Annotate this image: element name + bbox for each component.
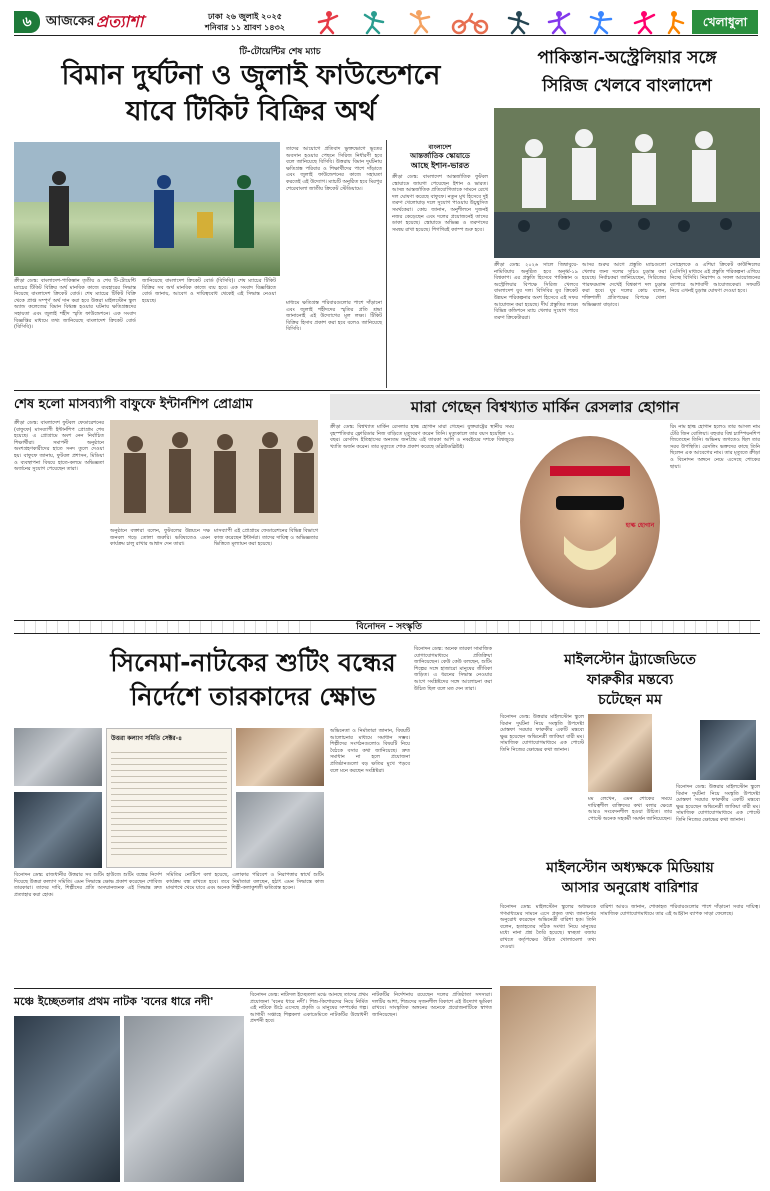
divider-label: বিনোদন – সংস্কৃতি (314, 621, 464, 633)
internship-headline: শেষ হলো মাসব্যাপী বাফুফে ইন্টার্নশিপ প্রোগ্রাম (14, 397, 253, 412)
actor-photo-2 (14, 792, 102, 868)
drama-headline: মঞ্চে ইচ্ছেতলার প্রথম নাটক 'বনের ধারে নদী' (14, 995, 214, 1008)
t20-body-col2: জানিয়েছে বাংলাদেশ ক্রিকেট বোর্ড (বিসিবি)। শেষ ম্যাচের টিকিট বিক্রির সব অর্থ মানবিক কাজে ব্যয় হবে। এক সংবাদ বিজ্ঞপ্তিতে বোর্ড জানায়, আবেগ ও দায়িত্ববোধ থেকেই এই সিদ্ধান্ত নেওয়া হয়েছে। (142, 278, 278, 304)
mediate-body-col1: বিনোদন ডেস্ক: মাইলস্টোন স্কুলের অধ্যক্ষকে গণমাধ্যমের সামনে এসে প্রকৃত তথ্য জানানোর অনুরোধ করেছেন অভিনেত্রী বারিশা হক। তিনি বলেন, হতাহতের সঠিক সংখ্যা নিয়ে মানুষের মধ্যে নানা প্রশ্ন তৈরি হয়েছে। স্বচ্ছতা বজায় রাখতে কর্তৃপক্ষের উচিত খোলামেলা তথ্য দেওয়া। (500, 904, 598, 950)
ihsan-headline-line1: আন্তর্জাতিক স্কোয়াডে (410, 152, 470, 160)
notice-letter (106, 728, 232, 868)
farooqui-headline-line1: মাইলস্টোন ট্র্যাজেডিতে (564, 652, 696, 668)
pak-aus-body-col3: সোহেলকে ও এশিয়া ক্রিকেট কাউন্সিলের (এসিসি) মাধ্যমে এই প্রস্তুতি পরিকল্পনা এগিয়ে নিচ্ছে বিসিবি। নিরাপদ ও সফল আয়োজনের ব্যাপারে আশাবাদী আয়োজকেরা। সফরটি নিয়ে এখনই চূড়ান্ত ঘোষণা দেওয়া হবে। (670, 262, 762, 295)
sports-figures-icon (309, 8, 689, 35)
actor-photo-4 (236, 792, 324, 868)
pak-aus-body-col1: ক্রীড়া ডেস্ক: ২০২৬ সালে জিম্বাবুয়ে-নামিবিয়ায় অনুষ্ঠিত হবে অনূর্ধ্ব-১৯ বিশ্বকাপ। এর প্রস্তুতি হিসেবে পাকিস্তান ও অস্ট্রেলিয়ার বিপক্ষে সিরিজ খেলবে বাংলাদেশ যুব দল। বিসিবির যুব ক্রিকেট উন্নয়ন পরিকল্পনার অংশ হিসেবে এই সফর আয়োজন করা হয়েছে। দীর্ঘ প্রস্তুতির লক্ষ্যে বিভিন্ন কন্ডিশনে ম্যাচ খেলার সুযোগ পাবে তরুণ ক্রিকেটাররা। (494, 262, 580, 321)
cricket-captains-figures-icon (14, 142, 280, 276)
momo-photo (588, 714, 652, 792)
cricket-players-icon (494, 108, 760, 258)
ihsan-kicker: বাংলাদেশ (428, 144, 452, 151)
ihsan-headline-line2: আছে ইশান-ভারত (410, 161, 470, 170)
t20-body-col1: ক্রীড়া ডেস্ক: বাংলাদেশ-পাকিস্তান তৃতীয় ও শেষ টি-টোয়েন্টি ম্যাচের টিকিট বিক্রির অর্থ মানবিক কাজে ব্যবহারের সিদ্ধান্ত নিয়েছে বাংলাদেশ ক্রিকেট বোর্ড। শেষ ম্যাচের টিকিট বিক্রি থেকে প্রাপ্ত সম্পূর্ণ অর্থ দান করা হবে উত্তরা মাইলস্টোন স্কুল অ্যান্ড কলেজের বিমান বিধ্বস্ত হওয়ার ঘটনায় ক্ষতিগ্রস্তদের সহায়তা এবং জুলাই শহীদ স্মৃতি ফাউন্ডেশনে। এক সংবাদ বিজ্ঞপ্তির মাধ্যমে তথ্য জানিয়েছে বাংলাদেশ ক্রিকেট বোর্ড (বিসিবি)। (14, 278, 138, 331)
section-label: খেলাধুলা (692, 10, 758, 34)
farooqui-photo (700, 720, 756, 780)
date-line-bengali: শনিবার ১১ শ্রাবণ ১৪৩২ (205, 23, 285, 32)
mediate-headline-line2: আসার অনুরোধ বারিশার (561, 880, 699, 896)
internship-certificate-photo (110, 420, 318, 524)
t20-body-col4: মাধ্যমে ক্ষতিগ্রস্ত পরিবারগুলোর পাশে দাঁড়ানো এবং জুলাই শহীদদের স্মৃতির প্রতি শ্রদ্ধা জানানোই এই উদ্যোগের মূল লক্ষ্য। টিকিট বিক্রির হিসাব প্রকাশ করা হবে বলেও জানিয়েছে বিসিবি। (286, 300, 384, 333)
pak-aus-body-col2: আসর শুরুর আগে প্রস্তুতি ম্যাচগুলো খেলার জন্য দলের সূচিও চূড়ান্ত করা হয়েছে। নির্বাচকরা জানিয়েছেন, সিরিজের পারফরম্যান্স দেখেই বিশ্বকাপ দল চূড়ান্ত করা হবে। যুব দলের কোচ বলেন, শক্তিশালী প্রতিপক্ষের বিপক্ষে খেলা অভিজ্ঞতা বাড়াবে। (582, 262, 668, 308)
barisha-photo (500, 986, 596, 1182)
notice-letter-lines (111, 747, 227, 857)
farooqui-headline-line2: ফারুকীর মন্তব্যে (586, 672, 674, 688)
shooting-headline-line2: নির্দেশে তারকাদের ক্ষোভ (130, 682, 376, 711)
farooqui-body-col1: বিনোদন ডেস্ক: উত্তরার মাইলস্টোন স্কুলে বিমান দুর্ঘটনা নিয়ে সংস্কৃতি উপদেষ্টা মোস্তফা সরয়ার ফারুকীর একটি মন্তব্যে ক্ষুব্ধ হয়েছেন অভিনেত্রী জাকিয়া বারী মম। সামাজিক যোগাযোগমাধ্যমে এক পোস্টে তিনি নিজের ক্ষোভের কথা জানান। (500, 714, 586, 753)
hogan-headline: মারা গেছেন বিশ্বখ্যাত মার্কিন রেসলার হোগান (330, 394, 760, 420)
farooqui-body-col2: মম লেখেন, এমন শোকের সময়ে দায়িত্বশীল ব্যক্তিদের কথা বলার ক্ষেত্রে আরও সংবেদনশীল হওয়া উচিত। তার পোস্টে অনেক সহকর্মী সমর্থন জানিয়েছেন। (588, 796, 674, 822)
masthead (14, 8, 758, 36)
drama-body-col1: বিনোদন ডেস্ক: নাট্যদল ইচ্ছেতলা মঞ্চে আনছে তাদের প্রথম প্রযোজনা 'বনের ধারে নদী'। শিশু-কিশোরদের নিয়ে নির্মিত এই নাটকে উঠে এসেছে প্রকৃতি ও মানুষের সম্পর্কের গল্প। আগামী সপ্তাহে শিল্পকলা একাডেমিতে নাটকটির উদ্বোধনী প্রদর্শনী হবে। (250, 992, 370, 1025)
t20-headline-line2: যাবে টিকিট বিক্রির অর্থ (126, 96, 376, 127)
sports-silhouettes-banner (309, 8, 689, 35)
drama-rule (14, 988, 492, 989)
internship-body-col2: অনুষ্ঠানে বক্তারা বলেন, ফুটবলের উন্নয়নে দক্ষ জনবল গড়ে তোলা জরুরি। ভবিষ্যতেও এমন কার্যক্রম চালু রাখার আশ্বাস দেন তারা। (110, 528, 212, 548)
t20-body-col3: তাদের আয়োগে প্রতিবাদ ভুক্তভোগে ভূতের অবসান হওয়ার পেছনে সিরিজ নির্ধারণী হবে বলে জানিয়েছে বিসিবি। উত্তরায় বিমান দুর্ঘটনায় ক্ষতিগ্রস্ত পরিবার ও শিক্ষার্থীদের পাশে দাঁড়াতে এবং জুলাই ফাউন্ডেশনের কাজে সহায়তা করতেই এই উদ্যোগ। ম্যাচটি অনুষ্ঠিত হবে মিরপুর শেরেবাংলা জাতীয় ক্রিকেট স্টেডিয়ামে। (286, 146, 384, 192)
mediate-body-col2: বারিশা আরও জানান, শোকাহত পরিবারগুলোর পাশে দাঁড়ানো সবার দায়িত্ব। সামাজিক যোগাযোগমাধ্যমে তার এই আহ্বান ব্যাপক সাড়া ফেলেছে। (600, 904, 762, 917)
internship-body-col3: মাসব্যাপী এই প্রোগ্রামে ফেডারেশনের বিভিন্ন বিভাগে কাজ করেছেন ইন্টার্নরা। তাদের দায়িত্ব ও অভিজ্ঞতার ভিত্তিতে মূল্যায়ন করা হয়েছে। (214, 528, 320, 548)
shooting-headline-line1: সিনেমা-নাটকের শুটিং বন্ধের (110, 648, 396, 677)
farooqui-headline-line3: চটেছেন মম (598, 692, 662, 708)
page-number: ৬ (14, 11, 40, 33)
actor-photo-3 (236, 728, 324, 786)
t20-kicker: টি-টোয়েন্টির শেষ ম্যাচ (239, 47, 321, 57)
t20-trophy-photo (14, 142, 280, 276)
t20-headline-line1: বিমান দুর্ঘটনা ও জুলাই ফাউন্ডেশনে (61, 60, 441, 91)
column-divider (386, 140, 387, 388)
drama-photo-1 (14, 1016, 120, 1182)
shooting-body-col4: বিনোদন ডেস্ক: অনেক তারকা সামাজিক যোগাযোগমাধ্যমে প্রতিক্রিয়া জানিয়েছেন। কেউ কেউ বলছেন, শুটিং শিল্পের সঙ্গে হাজারো মানুষের জীবিকা জড়িত। এ ধরনের সিদ্ধান্ত নেওয়ার আগে সংশ্লিষ্টদের সঙ্গে আলোচনা করা উচিত ছিল বলে মত দেন তারা। (414, 646, 494, 692)
ihsan-body: ক্রীড়া ডেস্ক: বাংলাদেশ আন্তর্জাতিক ফুটবল স্কোয়াডে জায়গা পেয়েছেন ইশান ও ভারত। আসন্ন আন্তর্জাতিক প্রতিযোগিতাকে সামনে রেখে দল ঘোষণা করেছে বাফুফে। নতুন মুখ হিসেবে দুই তরুণ খেলোয়াড় দলে সুযোগ পাওয়ায় উচ্ছ্বসিত সমর্থকেরা। কোচ জানান, অনুশীলনে দুজনই নজর কেড়েছেন এবং দলের প্রয়োজনেই তাদের ডাকা হয়েছে। স্কোয়াডে অভিজ্ঞ ও তরুণদের সমন্বয় রাখা হয়েছে। শিগগিরই ক্যাম্প শুরু হবে। (392, 174, 490, 233)
actor-photo-1 (14, 728, 102, 786)
paper-name: প্রত্যাশা (96, 12, 144, 31)
hogan-body-col2: রিং নাম হাল্ক হোগান হলেও তার আসল নাম টেরি জিন বোলিয়া। বহুবার বিশ্ব চ্যাম্পিয়নশিপ জিতেছেন তিনি। অভিনয় জগতেও ছিল তার সরব উপস্থিতি। রেসলিং ভক্তদের কাছে তিনি ছিলেন এক আবেগের নাম। তার মৃত্যুতে ক্রীড়া ও বিনোদন অঙ্গনে নেমে এসেছে শোকের ছায়া। (670, 424, 762, 470)
shooting-body-col2: সমিতির নোটিশে বলা হয়েছে, এলাকার পরিবেশ ও নিরাপত্তার স্বার্থে শুটিং কার্যক্রম বন্ধ রাখতে হবে। তবে নির্মাতারা বলছেন, হঠাৎ এমন সিদ্ধান্তে কাজ মাঝপথে থেমে যাবে এবং অনেক শিল্পী-কলাকুশলী ক্ষতিগ্রস্ত হবেন। (166, 872, 326, 892)
farooqui-body-col3: বিনোদন ডেস্ক: উত্তরার মাইলস্টোন স্কুলে বিমান দুর্ঘটনা নিয়ে সংস্কৃতি উপদেষ্টা মোস্তফা সরয়ার ফারুকীর একটি মন্তব্যে ক্ষুব্ধ হয়েছেন অভিনেত্রী জাকিয়া বারী মম। সামাজিক যোগাযোগমাধ্যমে এক পোস্টে তিনি নিজের ক্ষোভের কথা জানান। (676, 784, 762, 823)
entertainment-divider (14, 620, 760, 634)
shooting-body-col1: বিনোদন ডেস্ক: রাজধানীর উত্তরার সব শুটিং হাউজে শুটিং বন্ধের নির্দেশ দিয়েছে উত্তরা কল্যাণ সমিতি। এমন সিদ্ধান্তে ক্ষোভ প্রকাশ করেছেন শোবিজ তারকারা। তাদের দাবি, শিল্পীদের প্রতি অসম্মানজনক এই সিদ্ধান্ত দ্রুত প্রত্যাহার করা হোক। (14, 872, 164, 898)
notice-letter-title: উত্তরা কল্যাণ সমিতি সেক্টর-৪ (111, 735, 182, 742)
shooting-body-col3: অভিনেতা ও নির্মাতারা জানান, বিষয়টি আলোচনার মাধ্যমে সমাধান সম্ভব। শিল্পীদের সংগঠনগুলোও বিষয়টি নিয়ে বৈঠকে বসার কথা জানিয়েছে। দ্রুত সমাধান না হলে প্রযোজনা প্রতিষ্ঠানগুলো বড় ক্ষতির মুখে পড়বে বলে মনে করছেন সংশ্লিষ্টরা। (330, 728, 412, 774)
hogan-caption: হাল্ক হোগান (625, 522, 655, 529)
hogan-body: ক্রীড়া ডেস্ক: বিশ্বখ্যাত মার্কিন রেসলার হাল্ক হোগান মারা গেছেন। যুক্তরাষ্ট্রের স্থানীয় সময় বৃহস্পতিবার ফ্লোরিডার নিজ বাড়িতে মৃত্যুবরণ করেন তিনি। মৃত্যুকালে তার বয়স হয়েছিল ৭১ বছর। রেসলিং ইতিহাসের অন্যতম জনপ্রিয় এই তারকা আশি ও নব্বইয়ের দশকে বিশ্বজুড়ে খ্যাতি অর্জন করেন। তার মৃত্যুতে শোক প্রকাশ করেছে ডব্লিউডব্লিউই। (330, 424, 516, 450)
pak-aus-headline-line2: সিরিজ খেলবে বাংলাদেশ (542, 76, 712, 96)
mediate-headline-line1: মাইলস্টোন অধ্যক্ষকে মিডিয়ায় (546, 860, 714, 876)
paper-name-prefix: আজকের (46, 14, 95, 29)
section-rule (14, 390, 760, 391)
drama-body-col2: নাটকটির নির্দেশনায় রয়েছেন দলের প্রতিষ্ঠাতা সদস্যরা। দলটির আশা, শিশুদের সৃজনশীল বিকাশে এই উদ্যোগ ভূমিকা রাখবে। সাংস্কৃতিক অঙ্গনের অনেকে প্রযোজনাটিকে স্বাগত জানিয়েছেন। (372, 992, 494, 1018)
cricket-team-photo (494, 108, 760, 258)
date-line-gregorian: ঢাকা ২৬ জুলাই ২০২৫ (208, 12, 282, 21)
pak-aus-headline-line1: পাকিস্তান-অস্ট্রেলিয়ার সঙ্গে (537, 48, 717, 68)
internship-body-col1: ক্রীড়া ডেস্ক: বাংলাদেশ ফুটবল ফেডারেশনের (বাফুফে) মাসব্যাপী ইন্টার্নশিপ প্রোগ্রাম শেষ হয়েছে। এ প্রোগ্রামে অংশ নেন নির্বাচিত শিক্ষার্থীরা। সমাপনী অনুষ্ঠানে অংশগ্রহণকারীদের হাতে সনদ তুলে দেওয়া হয়। বাফুফে জানায়, ফুটবল প্রশাসন, মিডিয়া ও ব্যবস্থাপনা বিষয়ে হাতে-কলমে অভিজ্ঞতা অর্জনের সুযোগ পেয়েছেন তারা। (14, 420, 106, 473)
drama-photo-2 (124, 1016, 244, 1182)
group-people-icon (110, 420, 318, 524)
